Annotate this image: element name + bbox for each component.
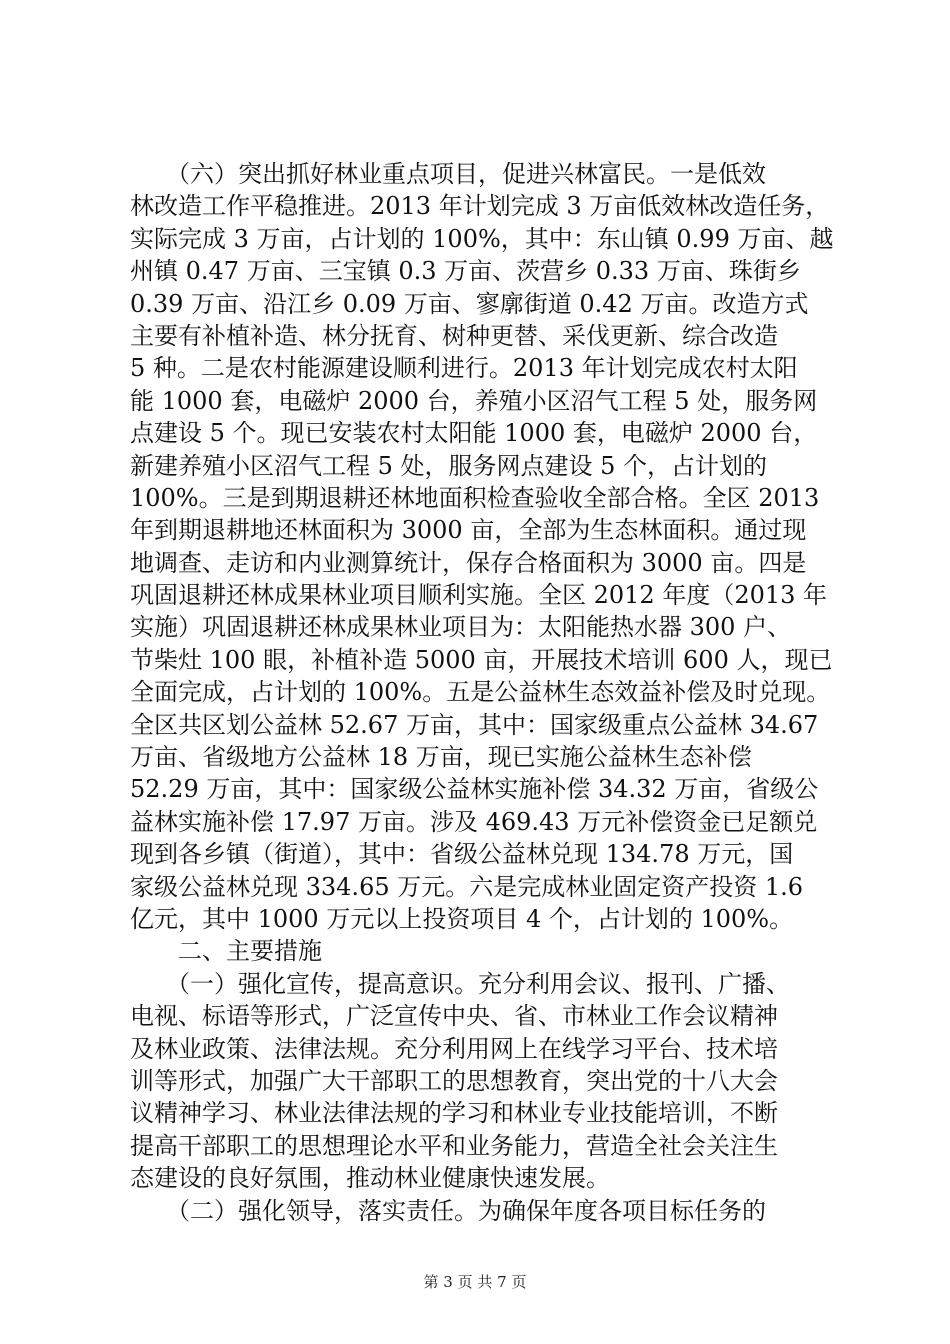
text-line: 现到各乡镇（街道），其中：省级公益林兑现 134.78 万元，国 (130, 840, 794, 869)
text-line: （二）强化领导，落实责任。为确保年度各项目标任务的 (130, 1196, 766, 1225)
text-line: 5 种。二是农村能源建设顺利进行。2013 年计划完成农村太阳 (130, 354, 798, 383)
text-line: 亿元，其中 1000 万元以上投资项目 4 个，占计划的 100%。 (130, 904, 794, 933)
section-heading: 二、主要措施 (130, 937, 322, 966)
text-line: 实际完成 3 万亩，占计划的 100%，其中：东山镇 0.99 万亩、越 (130, 224, 834, 253)
body-text (130, 158, 840, 1227)
text-line: 态建设的良好氛围，推动林业健康快速发展。 (130, 1164, 610, 1193)
text-line: 家级公益林兑现 334.65 万元。六是完成林业固定资产投资 1.6 (130, 872, 804, 901)
text-line: （一）强化宣传，提高意识。充分利用会议、报刊、广播、 (130, 969, 790, 998)
text-line: （六）突出抓好林业重点项目，促进兴林富民。一是低效 (130, 160, 766, 188)
text-line: 万亩、省级地方公益林 18 万亩，现已实施公益林生态补偿 (130, 743, 752, 772)
text-line: 地调查、走访和内业测算统计，保存合格面积为 3000 亩。四是 (130, 548, 807, 577)
text-line: 全面完成，占计划的 100%。五是公益林生态效益补偿及时兑现。 (130, 678, 831, 707)
text-line: 节柴灶 100 眼，补植补造 5000 亩，开展技术培训 600 人，现已 (130, 645, 833, 674)
text-line: 电视、标语等形式，广泛宣传中央、省、市林业工作会议精神 (130, 1002, 778, 1031)
text-line: 点建设 5 个。现已安装农村太阳能 1000 套，电磁炉 2000 台， (130, 419, 818, 448)
text-line: 林改造工作平稳推进。2013 年计划完成 3 万亩低效林改造任务， (130, 192, 830, 221)
text-line: 年到期退耕地还林面积为 3000 亩，全部为生态林面积。通过现 (130, 516, 807, 545)
text-line: 主要有补植补造、林分抚育、树种更替、采伐更新、综合改造 (130, 321, 778, 350)
text-line: 新建养殖小区沼气工程 5 处，服务网点建设 5 个，占计划的 (130, 451, 768, 480)
text-line: 及林业政策、法律法规。充分利用网上在线学习平台、技术培 (130, 1034, 778, 1063)
text-line: 52.29 万亩，其中：国家级公益林实施补偿 34.32 万亩，省级公 (130, 775, 819, 804)
text-line: 0.39 万亩、沿江乡 0.09 万亩、寥廓街道 0.42 万亩。改造方式 (130, 289, 809, 318)
text-line: 提高干部职工的思想理论水平和业务能力，营造全社会关注生 (130, 1131, 778, 1160)
text-line: 巩固退耕还林成果林业项目顺利实施。全区 2012 年度（2013 年 (130, 581, 828, 610)
text-line: 实施）巩固退耕还林成果林业项目为：太阳能热水器 300 户、 (130, 613, 792, 642)
page-footer: 第 3 页 共 7 页 (423, 1273, 527, 1291)
text-line: 议精神学习、林业法律法规的学习和林业专业技能培训，不断 (130, 1099, 778, 1128)
text-line: 训等形式，加强广大干部职工的思想教育，突出党的十八大会 (130, 1066, 778, 1095)
text-line: 州镇 0.47 万亩、三宝镇 0.3 万亩、茨营乡 0.33 万亩、珠街乡 (130, 257, 801, 286)
text-line: 100%。三是到期退耕还林地面积检查验收全部合格。全区 2013 (130, 483, 820, 512)
text-line: 益林实施补偿 17.97 万亩。涉及 469.43 万元补偿资金已足额兑 (130, 807, 818, 836)
text-line: 全区共区划公益林 52.67 万亩，其中：国家级重点公益林 34.67 (130, 710, 819, 739)
text-line: 能 1000 套，电磁炉 2000 台，养殖小区沼气工程 5 处，服务网 (130, 386, 818, 415)
